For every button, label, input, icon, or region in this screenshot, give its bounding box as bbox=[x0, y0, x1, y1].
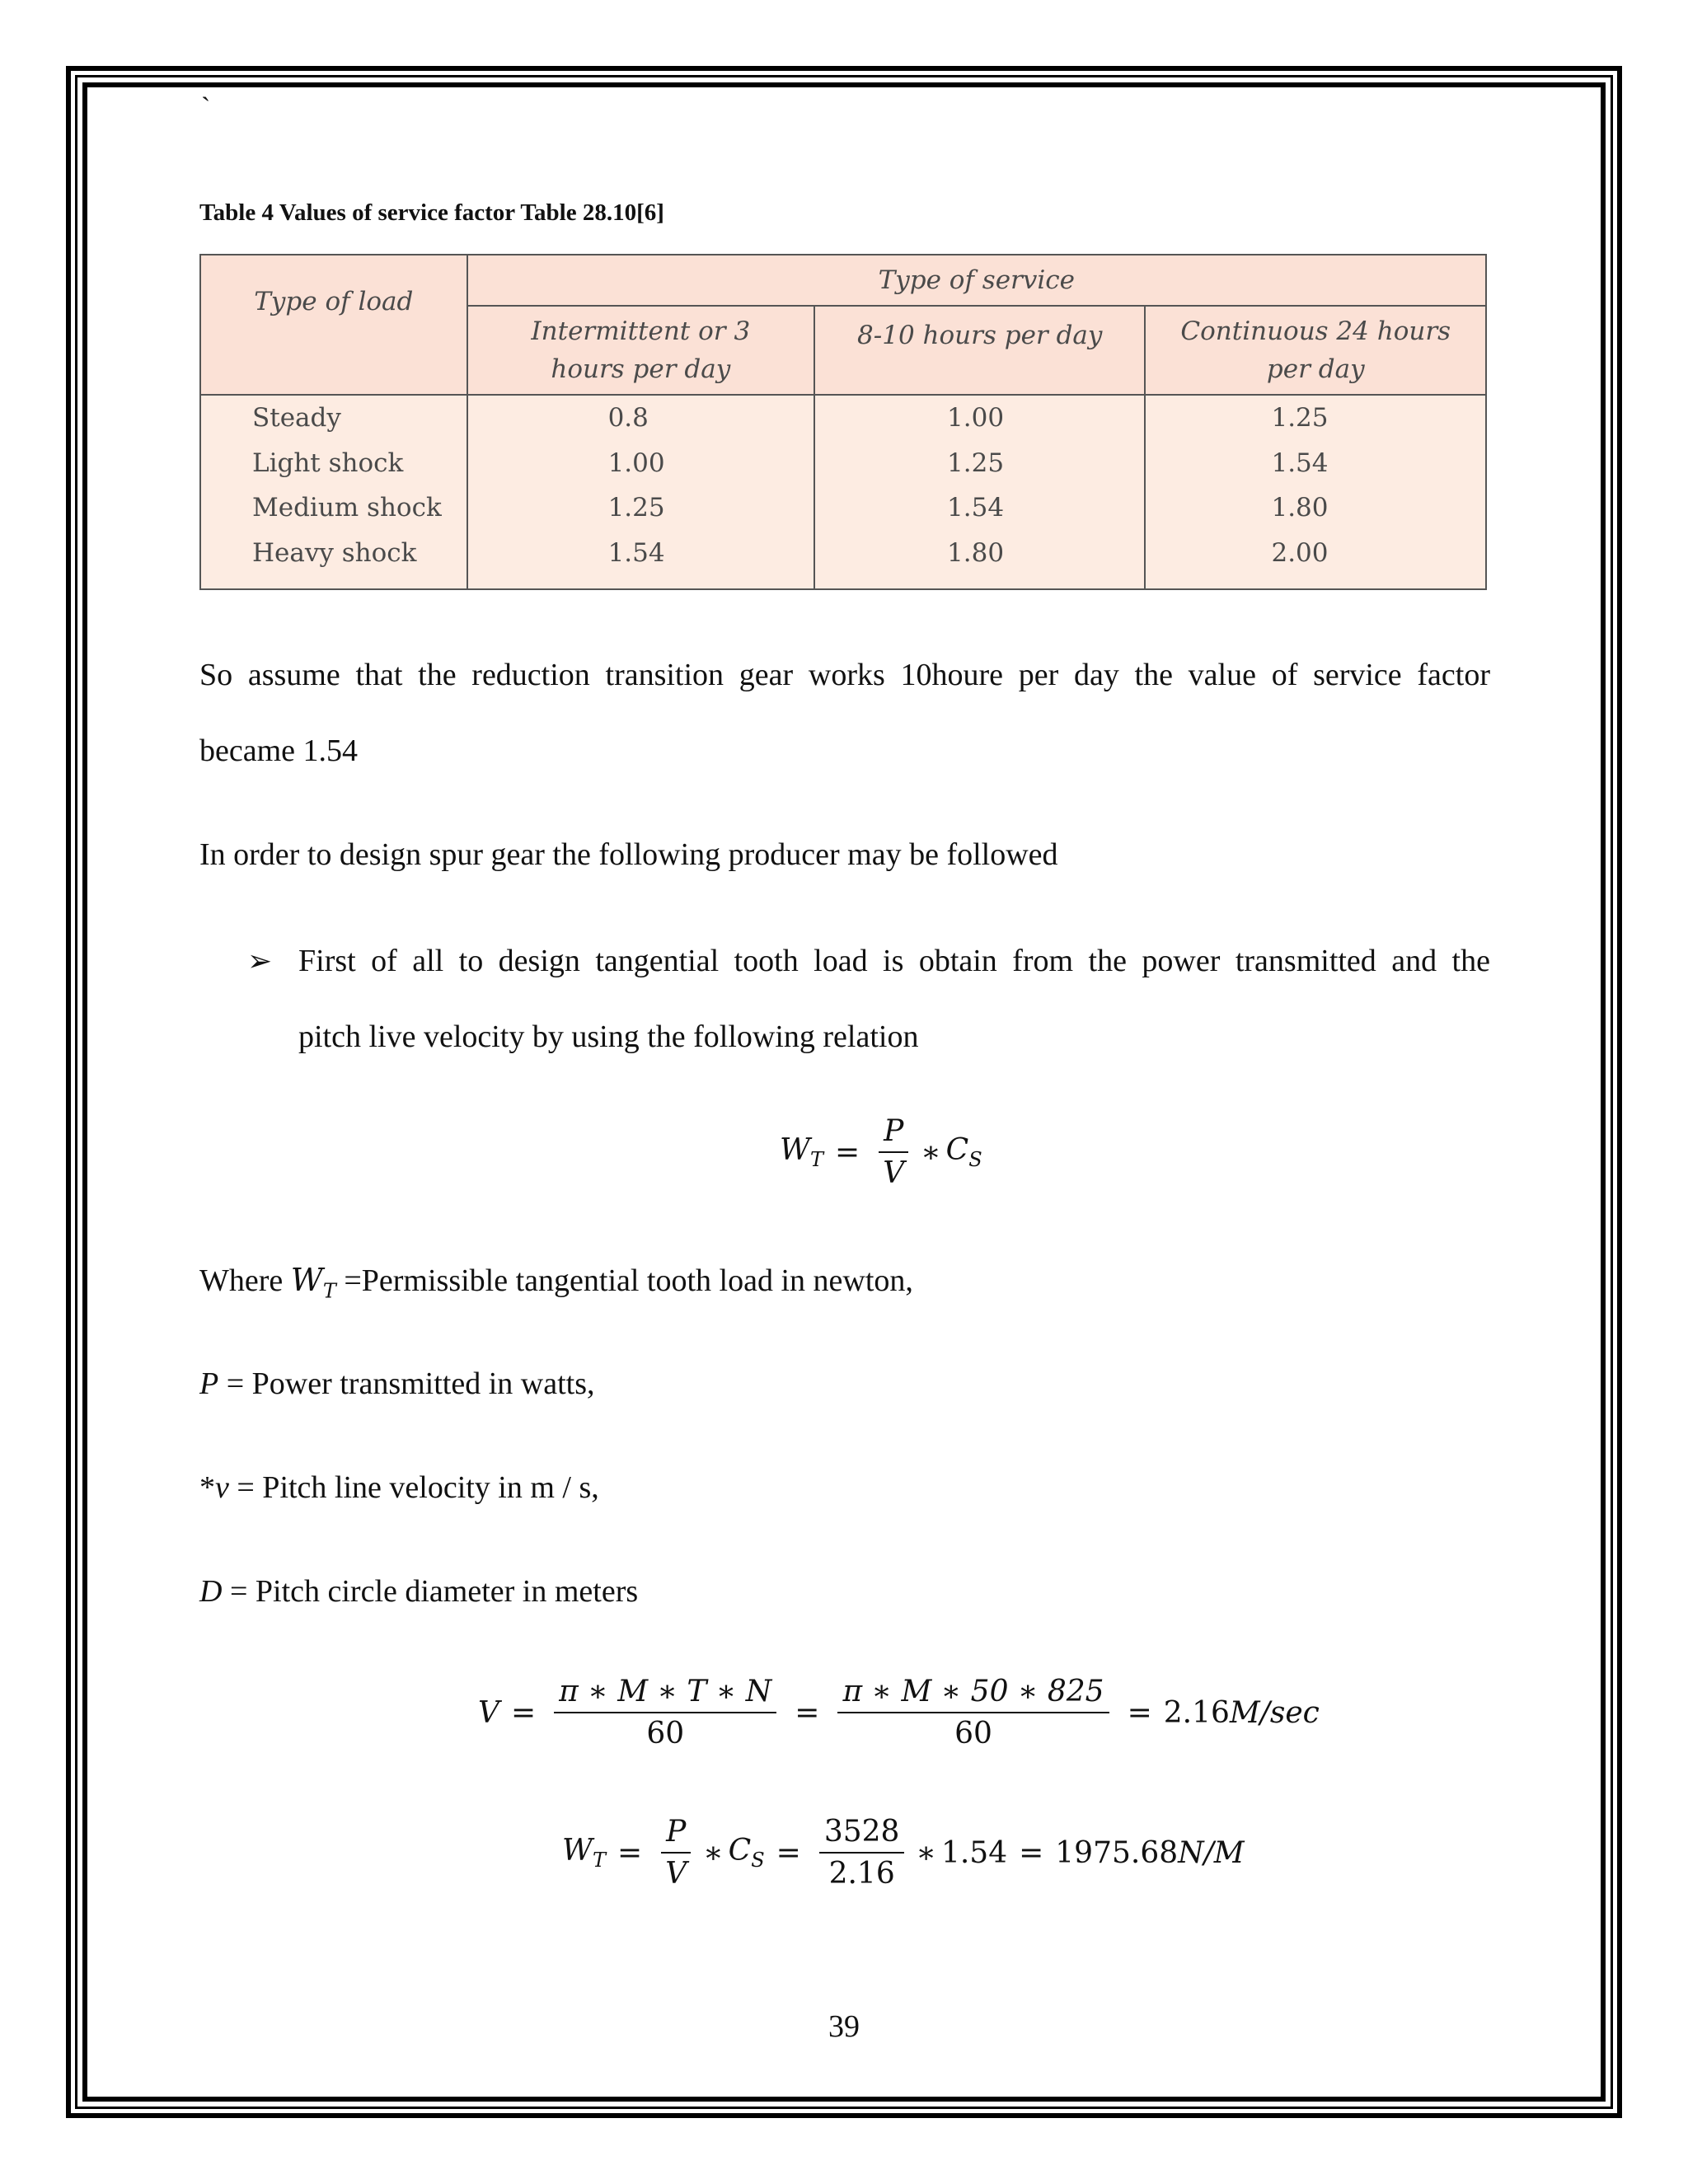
value-cell: 1.54 bbox=[1271, 448, 1329, 478]
definition-power: P = Power transmitted in watts, bbox=[199, 1366, 595, 1401]
header-type-of-service: Type of service bbox=[467, 255, 1486, 306]
load-type-column bbox=[200, 395, 467, 589]
value-cell: 1.00 bbox=[607, 448, 665, 478]
value-cell: 1.54 bbox=[607, 537, 665, 568]
load-type-cell: Steady bbox=[252, 403, 341, 433]
table-caption: Table 4 Values of service factor Table 28.10[6] bbox=[199, 199, 664, 226]
continuous-values-column bbox=[1145, 395, 1486, 589]
intermittent-values-column bbox=[467, 395, 814, 589]
paragraph-service-factor-line2: became 1.54 bbox=[199, 733, 359, 768]
definition-velocity: *v = Pitch line velocity in m / s, bbox=[199, 1470, 599, 1505]
header-intermittent: Intermittent or 3 hours per day bbox=[467, 306, 814, 395]
arrow-bullet-icon: ➢ bbox=[247, 944, 273, 978]
8-10-hours-values-column bbox=[814, 395, 1145, 589]
stray-tick-mark: ` bbox=[201, 92, 211, 123]
value-cell: 0.8 bbox=[607, 403, 649, 433]
equation-velocity: V = $\frac{\pi ∗ M ∗ T ∗ N}{60}$ = $\frac{\pi ∗ M ∗ 50 ∗ 825}{60}$ = 2.16 M/sec bbox=[478, 1675, 1320, 1750]
equation-tangential-load: $W_T$ = $\frac{P}{V}$ ∗ $C_S$ bbox=[780, 1114, 982, 1190]
header-continuous: Continuous 24 hours per day bbox=[1145, 306, 1486, 395]
value-cell: 1.00 bbox=[947, 403, 1005, 433]
paragraph-service-factor-line1: So assume that the reduction transition gear works 10houre per day the value of service factor bbox=[199, 658, 1490, 692]
value-cell: 1.25 bbox=[947, 448, 1005, 478]
value-cell: 1.54 bbox=[947, 493, 1005, 523]
header-type-of-load: Type of load bbox=[200, 255, 467, 395]
definition-wt: Where $W_T$ =Permissible tangential tooth load in newton, bbox=[199, 1262, 913, 1303]
bullet-text-line2: pitch live velocity by using the following relation bbox=[298, 1019, 919, 1054]
load-type-cell: Heavy shock bbox=[252, 537, 417, 568]
value-cell: 1.25 bbox=[1271, 403, 1329, 433]
value-cell: 1.80 bbox=[947, 537, 1005, 568]
load-type-cell: Medium shock bbox=[252, 493, 442, 523]
definition-diameter: D = Pitch circle diameter in meters bbox=[199, 1574, 639, 1609]
service-factor-table bbox=[199, 254, 1487, 590]
value-cell: 1.25 bbox=[607, 493, 665, 523]
value-cell: 2.00 bbox=[1271, 537, 1329, 568]
value-cell: 1.80 bbox=[1271, 493, 1329, 523]
page-number: 39 bbox=[828, 2009, 860, 2044]
wt-symbol: $W_T$ bbox=[290, 1262, 336, 1303]
load-type-cell: Light shock bbox=[252, 448, 404, 478]
paragraph-design-procedure: In order to design spur gear the following producer may be followed bbox=[199, 837, 1058, 872]
bullet-text-line1: First of all to design tangential tooth load is obtain from the power transmitted and the bbox=[298, 944, 1490, 978]
header-8-10-hours: 8-10 hours per day bbox=[814, 306, 1145, 395]
equation-tangential-load-result: $W_T$ = $\frac{P}{V}$ ∗ $C_S$ = $\frac{3528}{2.16}$ ∗ 1.54 = 1975.68 N/M bbox=[562, 1815, 1245, 1891]
